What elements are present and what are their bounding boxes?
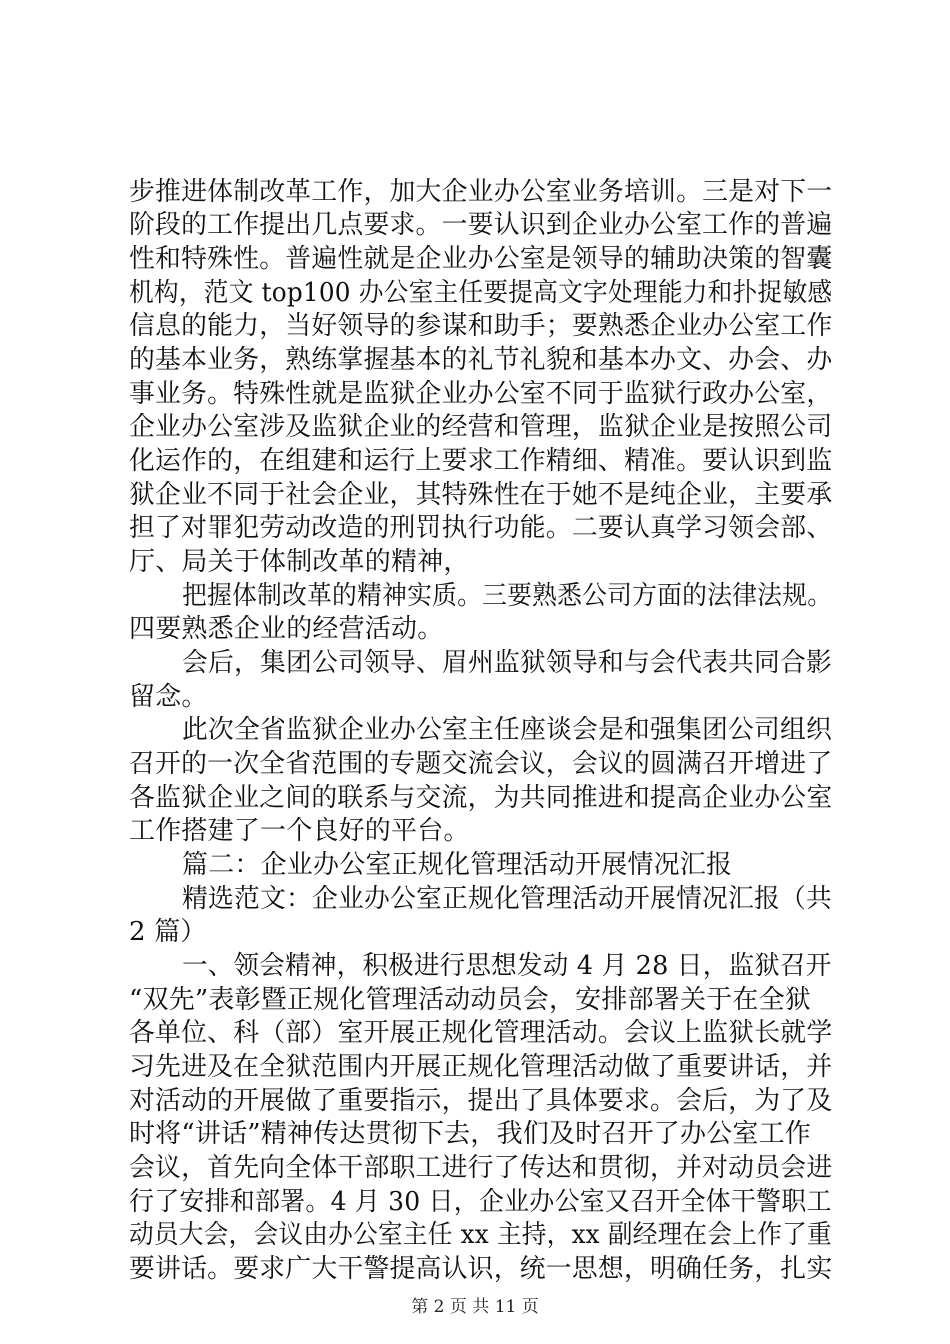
text-line: 时将“讲话”精神传达贯彻下去，我们及时召开了办公室工作	[129, 1119, 811, 1149]
text-line: 此次全省监狱企业办公室主任座谈会是和强集团公司组织	[182, 715, 833, 745]
text-line: 习先进及在全狱范围内开展正规化管理活动做了重要讲话，并	[129, 1052, 833, 1082]
text-line: 事业务。特殊性就是监狱企业办公室不同于监狱行政办公室，	[129, 379, 833, 409]
text-line: 会议，首先向全体干部职工进行了传达和贯彻，并对动员会进	[129, 1153, 833, 1183]
page-footer: 第 2 页 共 11 页	[411, 1297, 539, 1317]
text-line: 各单位、科（部）室开展正规化管理活动。会议上监狱长就学	[129, 1018, 833, 1048]
text-line: 机构，范文 top100 办公室主任要提高文字处理能力和扑捉敏感	[129, 278, 833, 308]
text-line: 工作搭建了一个良好的平台。	[129, 816, 470, 846]
text-line: 会后，集团公司领导、眉州监狱领导和与会代表共同合影	[182, 648, 833, 678]
text-line: 步推进体制改革工作，加大企业办公室业务培训。三是对下一	[129, 177, 833, 207]
section-heading: 篇二：企业办公室正规化管理活动开展情况汇报	[182, 850, 733, 880]
text-line: 留念。	[129, 682, 208, 712]
text-line: 各监狱企业之间的联系与交流，为共同推进和提高企业办公室	[129, 783, 833, 813]
text-line: 一、领会精神，积极进行思想发动 4 月 28 日，监狱召开	[182, 951, 832, 981]
text-line: 厅、局关于体制改革的精神，	[129, 547, 470, 577]
text-line: 对活动的开展做了重要指示，提出了具体要求。会后，为了及	[129, 1086, 833, 1116]
text-line: 狱企业不同于社会企业，其特殊性在于她不是纯企业，主要承	[129, 480, 833, 510]
text-line: 精选范文：企业办公室正规化管理活动开展情况汇报（共	[182, 884, 833, 914]
text-line: 担了对罪犯劳动改造的刑罚执行功能。二要认真学习领会部、	[129, 513, 833, 543]
text-line: 把握体制改革的精神实质。三要熟悉公司方面的法律法规。	[182, 581, 833, 611]
text-line: 性和特殊性。普遍性就是企业办公室是领导的辅助决策的智囊	[129, 244, 833, 274]
text-line: 四要熟悉企业的经营活动。	[129, 614, 444, 644]
text-line: 动员大会，会议由办公室主任 xx 主持，xx 副经理在会上作了重	[129, 1220, 832, 1250]
text-line: 要讲话。要求广大干警提高认识，统一思想，明确任务，扎实	[129, 1254, 833, 1284]
text-line: “双先”表彰暨正规化管理活动动员会，安排部署关于在全狱	[129, 985, 811, 1015]
text-line: 召开的一次全省范围的专题交流会议，会议的圆满召开增进了	[129, 749, 833, 779]
text-line: 2 篇）	[129, 917, 207, 947]
text-line: 阶段的工作提出几点要求。一要认识到企业办公室工作的普遍	[129, 210, 833, 240]
text-line: 信息的能力，当好领导的参谋和助手；要熟悉企业办公室工作	[129, 311, 833, 341]
text-line: 化运作的，在组建和运行上要求工作精细、精准。要认识到监	[129, 446, 833, 476]
text-line: 行了安排和部署。4 月 30 日，企业办公室又召开全体干警职工	[129, 1187, 832, 1217]
text-line: 企业办公室涉及监狱企业的经营和管理，监狱企业是按照公司	[129, 412, 833, 442]
text-line: 的基本业务，熟练掌握基本的礼节礼貌和基本办文、办会、办	[129, 345, 833, 375]
